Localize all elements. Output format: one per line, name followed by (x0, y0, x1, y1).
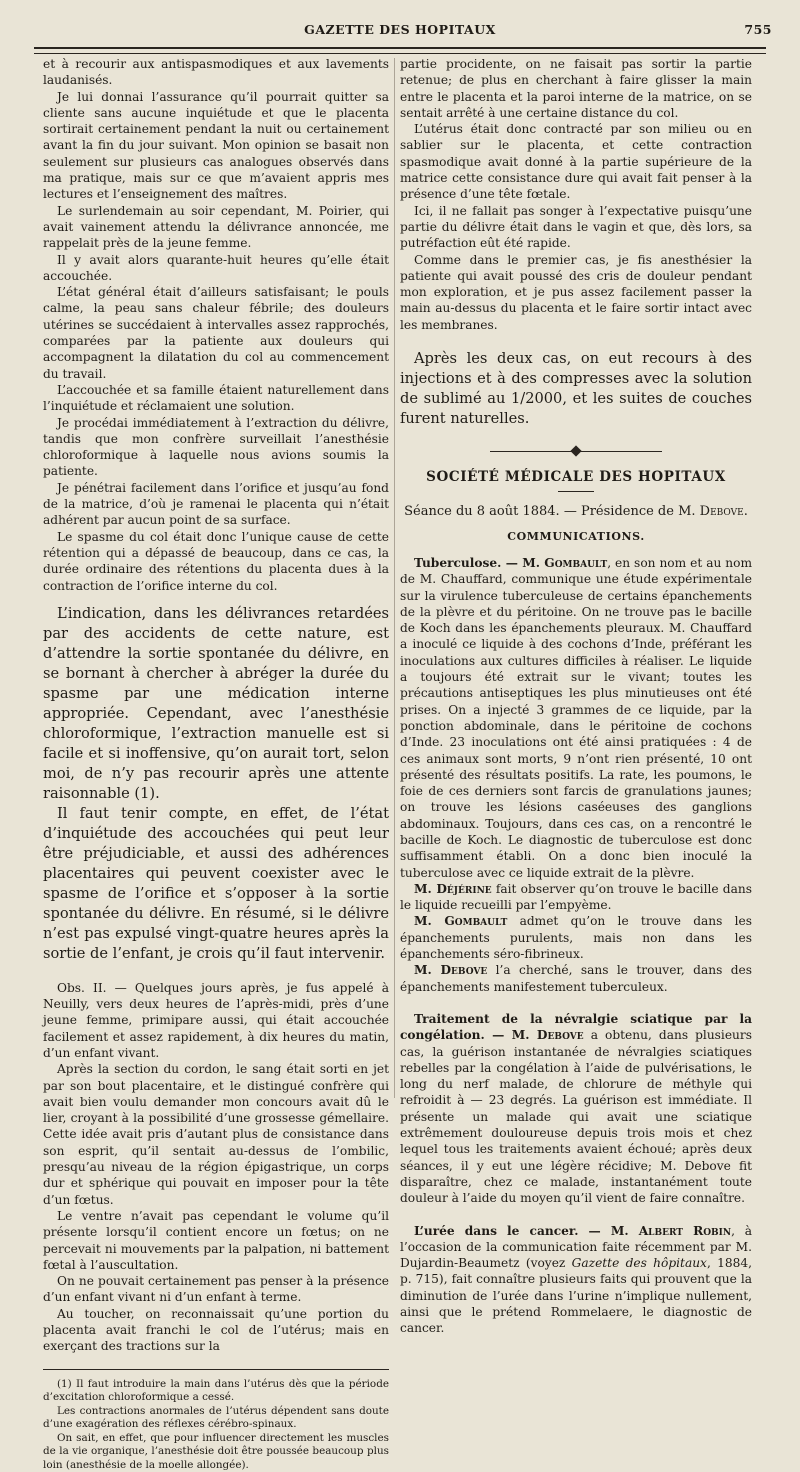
speaker-name: M. Debove (414, 963, 488, 978)
paragraph: L’état général était d’ailleurs satisfaisant; le pouls calme, la peau sans chaleur fébrile; des douleurs utérines se succédaient à intervalles assez rapprochés, comparées par la patiente aux douleurs qui accompagnent la dilatation du col au commencement du travail. (43, 285, 389, 381)
paragraph: L’accouchée et sa famille étaient naturellement dans l’inquiétude et réclamaient une solution. (43, 382, 389, 414)
paragraph-large: Après les deux cas, on eut recours à des injections et à des compresses avec la solution de sublimé au 1/2000, et les suites de couches furent naturelles. (400, 350, 752, 428)
paragraph: Je procédai immédiatement à l’extraction du délivre, tandis que mon confrère surveillait l’anesthésie chloroformique à laquelle nous avions soumis la patiente. (43, 415, 389, 479)
speaker-name: M. Gombault (522, 555, 608, 570)
communication-text: a obtenu, dans plusieurs cas, la guérison instantanée de névralgies sciatiques rebelles par la congélation à l’aide de pulvérisations, le long du nerf malade, de chlorure de méthyle qui refroidit à — 23 degrés. La guérison est immédiate. Il présente un malade qui avait une sciatique extrêmement douloureuse depuis trois mois et chez lequel tous les traitements avaient échoué; après deux séances, il y eut une légère récidive; M. Debove fit disparaître, chez ce malade, instantanément toute douleur à l’aide du moyen qu’il vient de faire connaître. (400, 1028, 752, 1206)
page-header (28, 22, 772, 40)
session-line (400, 504, 752, 520)
communication-text: , en son nom et au nom de M. Chauffard, communique une étude expérimentale sur la virulence tuberculeuse de certains épanchements de la plèvre et du péritoine. On ne trouve pas le bacille de Koch dans les épanchements pleuraux. M. Chauffard a inoculé ce liquide à des cochons d’Inde, préférant les inoculations aux cultures difficiles à réaliser. Le liquide a toujours été extrait sur le vivant; toutes les précautions antiseptiques les plus minutieuses ont été prises. On a injecté 3 grammes de ce liquide, par la ponction abdominale, dans le péritoine de cochons d’Inde. 23 inoculations ont été ainsi pratiquées : 4 de ces animaux sont morts, 9 n’ont rien présenté, 10 ont présenté des résultats positifs. La rate, les poumons, le foie de ces derniers sont farcis de granulations jaunes; on trouve les lésions caséeuses des ganglions abdominaux. Toujours, dans ces cas, on a rencontré le bacille de Koch. Le diagnostic de tuberculose est donc suffisamment établi. On a donc bien inoculé la tuberculose avec ce liquide extrait de la plèvre. (400, 555, 752, 880)
session-president: Debove (699, 504, 744, 520)
title-rule (558, 491, 594, 492)
right-column (400, 56, 753, 1336)
communications-heading: COMMUNICATIONS. (507, 529, 645, 543)
paragraph: Je pénétrai facilement dans l’orifice et jusqu’au fond de la matrice, d’où je ramenai le placenta qui n’était adhérent par aucun point de sa surface. (43, 480, 389, 528)
communication-text: , à l’occasion de la communication faite récemment par M. Dujardin-Beaumetz (voyez (400, 1223, 752, 1271)
topic-lead: Tuberculose. — (414, 555, 523, 570)
header-rule (34, 47, 766, 54)
paragraph: Ici, il ne fallait pas songer à l’expectative puisqu’une partie du délivre était dans le vagin et que, dès lors, sa putréfaction eût été rapide. (400, 203, 752, 251)
paragraph: et à recourir aux antispasmodiques et aux lavements laudanisés. (43, 57, 389, 88)
paragraph: Comme dans le premier cas, je fis anesthésier la patiente qui avait poussé des cris de douleur pendant mon exploration, et je pus assez facilement passer la main au-dessus du placenta et le faire sortir intact avec les membranes. (400, 252, 752, 332)
communication-text: , 1884, p. 715), fait connaître plusieurs faits qui prouvent que la diminution de l’urée dans l’urine n’implique nullement, ainsi que le prétend Rommelaere, le diagnostic de cancer. (400, 1256, 753, 1336)
communication-uree (400, 1223, 752, 1337)
speaker-name: M. Debove (511, 1028, 584, 1043)
left-column (43, 56, 389, 1471)
paragraph: Le ventre n’avait pas cependant le volume qu’il présente lorsqu’il contient encore un fœtus; on ne percevait ni mouvements par la palpation, ni battement fœtal à l’auscultation. (43, 1208, 389, 1272)
speaker-name: M. Déjérine (414, 881, 492, 896)
speaker-name: M. Gombault (414, 914, 508, 929)
page-number: 755 (744, 22, 772, 37)
paragraph-observation: Obs. II. — Quelques jours après, je fus appelé à Neuilly, vers deux heures de l’après-midi, près d’une jeune femme, primipare aussi, qui était accouchée facilement et assez rapidement, à dix heures du matin, d’un enfant vivant. (43, 980, 389, 1060)
paragraph: Il y avait alors quarante-huit heures qu’elle était accouchée. (43, 252, 389, 283)
section-title: SOCIÉTÉ MÉDICALE DES HOPITAUX (426, 469, 726, 486)
footnote: (1) Il faut introduire la main dans l’utérus dès que la période d’excitation chloroformique a cessé. (43, 1377, 389, 1404)
remark-text: l’a cherché, sans le trouver, dans des épanchements manifestement tuberculeux. (400, 963, 752, 994)
paragraph: partie procidente, on ne faisait pas sortir la partie retenue; de plus en cherchant à faire glisser la main entre le placenta et la paroi interne de la matrice, on se sentait arrêté à une certaine distance du col. (400, 57, 752, 120)
speaker-name: M. Albert Robin (610, 1223, 732, 1238)
communication-tuberculose (400, 555, 752, 881)
paragraph: Le spasme du col était donc l’unique cause de cette rétention qui a dépassé de beaucoup, dans ce cas, la durée ordinaire des rétentions du placenta dues à la contraction de l’orifice interne du col. (43, 529, 389, 593)
ornament-diamond-icon (570, 445, 581, 456)
footnote: Les contractions anormales de l’utérus dépendent sans doute d’une exagération des réflexes cérébro-spinaux. (43, 1404, 389, 1431)
paragraph-large: L’indication, dans les délivrances retardées par des accidents de cette nature, est d’attendre la sortie spontanée du délivre, en se bornant à chercher à abréger la durée du spasme par une médication interne appropriée. Cependant, avec l’anesthésie chloroformique, l’extraction manuelle est si facile et si inoffensive, qu’on aurait tort, selon moi, de n’y pas recourir après une attente raisonnable (1). (43, 604, 389, 802)
paragraph: On ne pouvait certainement pas penser à la présence d’un enfant vivant ni d’un enfant à terme. (43, 1274, 389, 1305)
paragraph-large: Il faut tenir compte, en effet, de l’état d’inquiétude des accouchées qui peut leur être préjudiciable, et aussi des adhérences placentaires qui peuvent coexister avec le spasme de l’orifice et s’opposer à la sortie spontanée du délivre. En résumé, si le délivre n’est pas expulsé vingt-quatre heures après la sortie de l’enfant, je crois qu’il faut intervenir. (43, 804, 389, 962)
paragraph: Le surlendemain au soir cependant, M. Poirier, qui avait vainement attendu la délivrance annoncée, me rappelait près de la jeune femme. (43, 203, 389, 251)
session-end: . (743, 504, 748, 520)
paragraph: Après la section du cordon, le sang était sorti en jet par son bout placentaire, et le distingué confrère qui avait bien voulu demander mon concours avait dû le lier, croyant à la possibilité d’une grossesse gémellaire. Cette idée avait pris d’autant plus de consistance dans son esprit, qu’il sentait au-dessus de l’ombilic, presqu’au niveau de la région épigastrique, un corps dur et sphérique qui pouvait en imposer pour la tête d’un fœtus. (43, 1062, 389, 1207)
remark-gombault (400, 913, 752, 962)
topic-lead: Traitement de la névralgie sciatique par la congélation. — (400, 1011, 752, 1043)
remark-dejerine (400, 881, 752, 914)
remark-text: fait observer qu’on trouve le bacille dans le liquide recueilli par l’empyème. (400, 881, 752, 913)
paragraph: Je lui donnai l’assurance qu’il pourrait quitter sa cliente sans aucune inquiétude et que le placenta sortirait certainement pendant la nuit ou certainement avant la fin du jour suivant. Mon opinion se basait non seulement sur plusieurs cas analogues observés dans ma pratique, mais sur ce que m’avaient appris mes lectures et l’enseignement des maîtres. (43, 89, 389, 202)
communication-sciatique (400, 1011, 752, 1207)
paragraph: Au toucher, on reconnaissait qu’une portion du placenta avait franchi le col de l’utérus; mais en exerçant des tractions sur la (43, 1306, 389, 1354)
session-text: Séance du 8 août 1884. — Présidence de M. (404, 504, 700, 520)
remark-debove (400, 962, 752, 995)
footnote: On sait, en effet, que pour influencer directement les muscles de la vie organique, l’anesthésie doit être poussée beaucoup plus loin (anesthésie de la moelle allongée). (43, 1431, 389, 1471)
paragraph: L’utérus était donc contracté par son milieu ou en sablier sur le placenta, et cette contraction spasmodique avait donné à la partie supérieure de la matrice cette consistance dure qui avait fait penser à la présence d’une tête fœtale. (400, 122, 752, 202)
topic-lead: L’urée dans le cancer. — (414, 1223, 611, 1238)
journal-title: GAZETTE DES HOPITAUX (304, 22, 496, 37)
remark-text: admet qu’on le trouve dans les épanchements purulents, mais non dans les épanchements séro-fibrineux. (400, 914, 752, 962)
section-ornament (400, 447, 752, 455)
footnote-rule (43, 1369, 389, 1370)
journal-reference: Gazette des hôpitaux (571, 1256, 707, 1271)
column-separator (394, 58, 395, 1098)
